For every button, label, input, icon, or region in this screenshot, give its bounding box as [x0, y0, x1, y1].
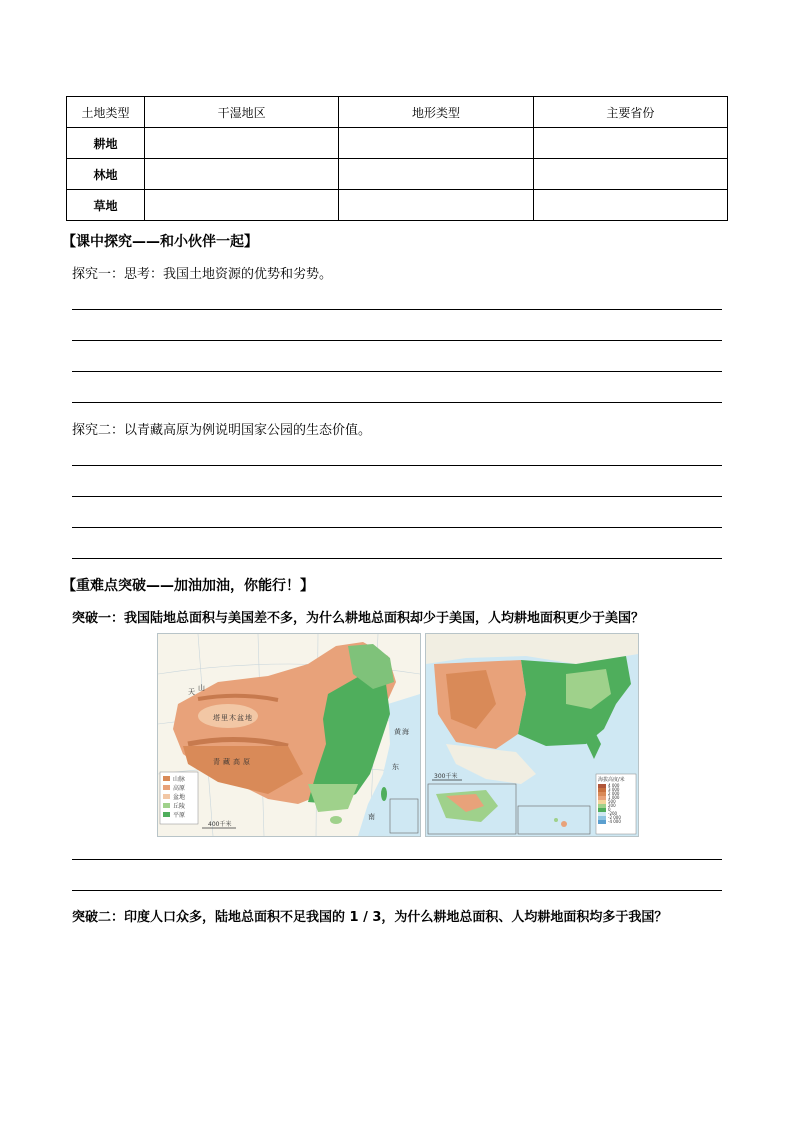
table-header-cell: 土地类型 [67, 97, 145, 128]
map-label: 山 [198, 684, 205, 692]
answer-line[interactable] [72, 309, 722, 310]
china-terrain-map [157, 633, 421, 837]
usa-legend-value: -4 000 [608, 819, 621, 824]
answer-cell[interactable] [145, 190, 339, 221]
answer-cell[interactable] [145, 128, 339, 159]
map-label: 里 [221, 714, 228, 722]
usa-legend-value: -2 000 [608, 815, 621, 820]
answer-line[interactable] [72, 558, 722, 559]
answer-line[interactable] [72, 402, 722, 403]
legend-plain: 平原 [173, 812, 186, 819]
explore-question-2: 探究二：以青藏高原为例说明国家公园的生态价值。 [72, 423, 372, 438]
map-label: 塔 [213, 714, 220, 722]
table-header-cell: 主要省份 [533, 97, 727, 128]
breakthrough-section-title: 【重难点突破——加油加油，你能行！】 [62, 578, 314, 594]
map-label: 木 [229, 714, 236, 722]
usa-legend-value: 200 [608, 803, 616, 808]
usa-legend-value: 1 000 [608, 795, 620, 800]
usa-legend-ramp [598, 784, 606, 824]
table-header-row [67, 97, 728, 128]
answer-line[interactable] [72, 465, 722, 466]
table-header-cell: 干湿地区 [145, 97, 339, 128]
answer-line[interactable] [72, 890, 722, 891]
explore-question-1: 探究一：思考：我国土地资源的优势和劣势。 [72, 267, 333, 282]
table-row [67, 128, 728, 159]
usa-legend-value: 3 000 [608, 787, 620, 792]
map-label: 盆 [237, 714, 244, 722]
map-label: 藏 [223, 758, 230, 766]
usa-legend-value: 2 000 [608, 791, 620, 796]
answer-line[interactable] [72, 859, 722, 860]
answer-cell[interactable] [339, 128, 533, 159]
answer-cell[interactable] [533, 159, 727, 190]
table-header-cell: 地形类型 [339, 97, 533, 128]
map-label: 原 [243, 758, 250, 766]
row-label: 耕地 [67, 128, 145, 159]
map-label: 青 [213, 758, 220, 766]
answer-line[interactable] [72, 340, 722, 341]
legend-mountain: 山脉 [173, 776, 186, 783]
legend-plateau: 高原 [173, 785, 186, 792]
breakthrough-question-1: 突破一：我国陆地总面积与美国差不多，为什么耕地总面积却少于美国，人均耕地面积更少于美国？ [72, 611, 645, 626]
answer-cell[interactable] [533, 128, 727, 159]
answer-cell[interactable] [533, 190, 727, 221]
legend-basin: 盆地 [173, 794, 186, 801]
table-row [67, 159, 728, 190]
map-label: 地 [245, 714, 252, 722]
map-label: 东 [392, 763, 399, 771]
usa-map-graphic [426, 634, 638, 836]
land-type-table [66, 96, 728, 221]
answer-line[interactable] [72, 527, 722, 528]
scale-label: 400千米 [208, 821, 232, 828]
map-label: 天 [188, 688, 195, 696]
usa-legend-value: -200 [608, 811, 618, 816]
breakthrough-question-2: 突破二：印度人口众多，陆地总面积不足我国的 1 / 3，为什么耕地总面积、人均耕地面积均多于我国？ [72, 910, 668, 925]
map-label: 南 [368, 813, 375, 821]
map-label: 高 [233, 758, 240, 766]
usa-legend-title: 海拔高度/米 [598, 777, 625, 783]
legend-hills: 丘陵 [173, 803, 186, 810]
answer-line[interactable] [72, 371, 722, 372]
answer-cell[interactable] [339, 190, 533, 221]
answer-cell[interactable] [339, 159, 533, 190]
answer-cell[interactable] [145, 159, 339, 190]
map-label: 黄 [394, 728, 401, 736]
usa-scale-label: 300千米 [434, 773, 458, 780]
usa-legend-value: 500 [608, 799, 616, 804]
explore-section-title: 【课中探究——和小伙伴一起】 [62, 234, 258, 250]
row-label: 林地 [67, 159, 145, 190]
row-label: 草地 [67, 190, 145, 221]
usa-legend-value: 0 [608, 807, 611, 812]
china-map-graphic [158, 634, 420, 836]
table-row [67, 190, 728, 221]
map-label: 海 [402, 728, 409, 736]
usa-legend-value: 4 000 [608, 783, 620, 788]
usa-terrain-map [425, 633, 639, 837]
answer-line[interactable] [72, 496, 722, 497]
